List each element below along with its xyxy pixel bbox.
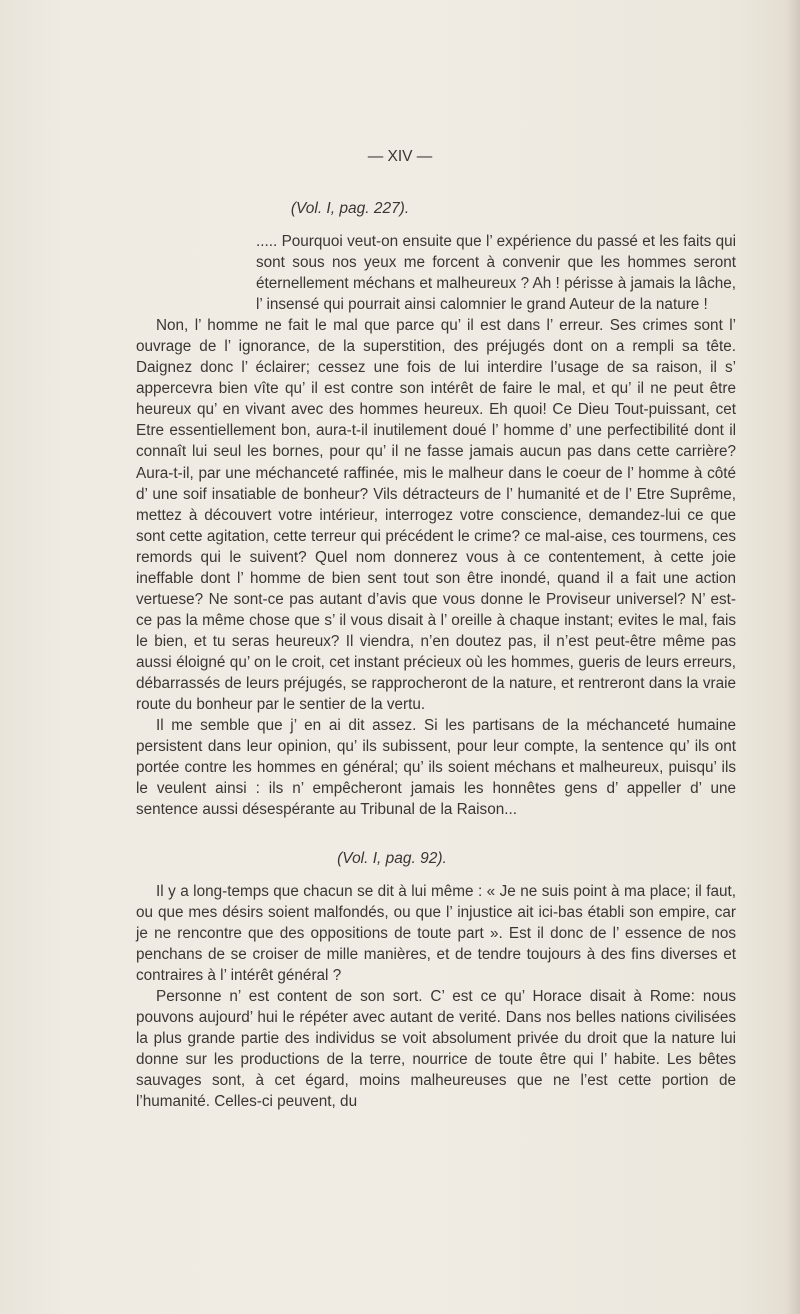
volume-reference-2: (Vol. I, pag. 92).: [337, 850, 447, 867]
paragraph: Il me semble que j’ en ai dit assez. Si les partisans de la méchanceté humaine persistent dans leur opinion, qu’ ils subissent, pour leur compte, la sentence qu’ ils ont portée contre les hommes en général; qu’ ils soient méchans et malheureux, puisqu’ ils le veulent ainsi : ils n’ empêcheront jamais les honnêtes gens d’ appeller d’ une sentence aussi désespérante au Tribunal de la Raison...: [136, 717, 736, 819]
page-number: — XIV —: [367, 148, 433, 165]
paragraph: Il y a long-temps que chacun se dit à lui même : « Je ne suis point à ma place; il faut, ou que mes désirs soient malfondés, ou que l’ injustice ait ici-bas établi son empire, car je ne rencontre que des oppositions de toute part ». Est il donc de l’ essence de nos penchans de se croiser de mille manières, et de tendre toujours à des fins diverses et contraires à l’ intérêt général ?: [136, 883, 736, 985]
volume-reference-1: (Vol. I, pag. 227).: [290, 200, 410, 217]
paragraph: Non, l’ homme ne fait le mal que parce qu’ il est dans l’ erreur. Ses crimes sont l’ ouvrage de l’ ignorance, de la superstition, des préjugés dont on a rempli sa tête. Daignez donc l’ éclairer; cessez une fois de lui interdire l’usage de sa raison, il s’ appercevra bien vîte qu’ il est contre son intérêt de faire le mal, et qu’ il ne peut être heureux qu’ en vivant avec des hommes heureux. Eh quoi! Ce Dieu Tout-puissant, cet Etre essentiellement bon, aura-t-il inutilement doué l’ homme d’ une perfectibilité dont il connaît lui seul les bornes, pour qu’ il ne fasse jamais aucun pas dans cette carrière? Aura-t-il, par une méchanceté raffinée, mis le malheur dans le coeur de l’ homme à côté d’ une soif insatiable de bonheur? Vils détracteurs de l’ humanité et de l’ Etre Suprême, mettez à découvert votre intérieur, interrogez votre conscience, demandez-lui ce que sont cette agitation, cette terreur qui précédent le crime? ce mal-aise, ces tourmens, ces remords qui le suivent? Quel nom donnerez vous à ce contentement, à cette joie ineffable dont l’ homme de bien sent tout son être inondé, quand il a fait une action vertuese? Ne sont-ce pas autant d’avis que vous donne le Proviseur universel? N’ est-ce pas la même chose que s’ il vous disait à l’ oreille à chaque instant; evites le mal, fais le bien, et tu seras heureux? Il viendra, n’en doutez pas, il n’est peut-être même pas aussi éloigné qu’ on le croit, cet instant précieux où les hommes, gueris de leurs erreurs, débarrassés de leurs préjugés, se rapprocheront de la nature, et rentreront dans la vraie route du bonheur par le sentier de la vertu.: [136, 317, 736, 714]
paragraph: ..... Pourquoi veut-on ensuite que l’ expérience du passé et les faits qui sont sous nos yeux me forcent à convenir que les hommes seront éternellement méchans et malheureux ? Ah ! périsse à jamais la lâche, l’ insensé qui pourrait ainsi calomnier le grand Auteur de la nature !: [256, 233, 736, 314]
paragraph: Personne n’ est content de son sort. C’ est ce qu’ Horace disait à Rome: nous pouvons aujourd’ hui le répéter avec autant de verité. Dans nos belles nations civilisées la plus grande partie des individus se voit absolument privée du droit que la nature lui donne sur les productions de la terre, nourrice de toute être qui l’ habite. Les bêtes sauvages sont, à cet égard, moins malheureuses que ne l’est cette portion de l’humanité. Celles-ci peuvent, du: [136, 988, 736, 1111]
text-section-1: [136, 231, 736, 820]
page-edge-shadow: [786, 0, 800, 1314]
text-section-2: [136, 881, 736, 1113]
